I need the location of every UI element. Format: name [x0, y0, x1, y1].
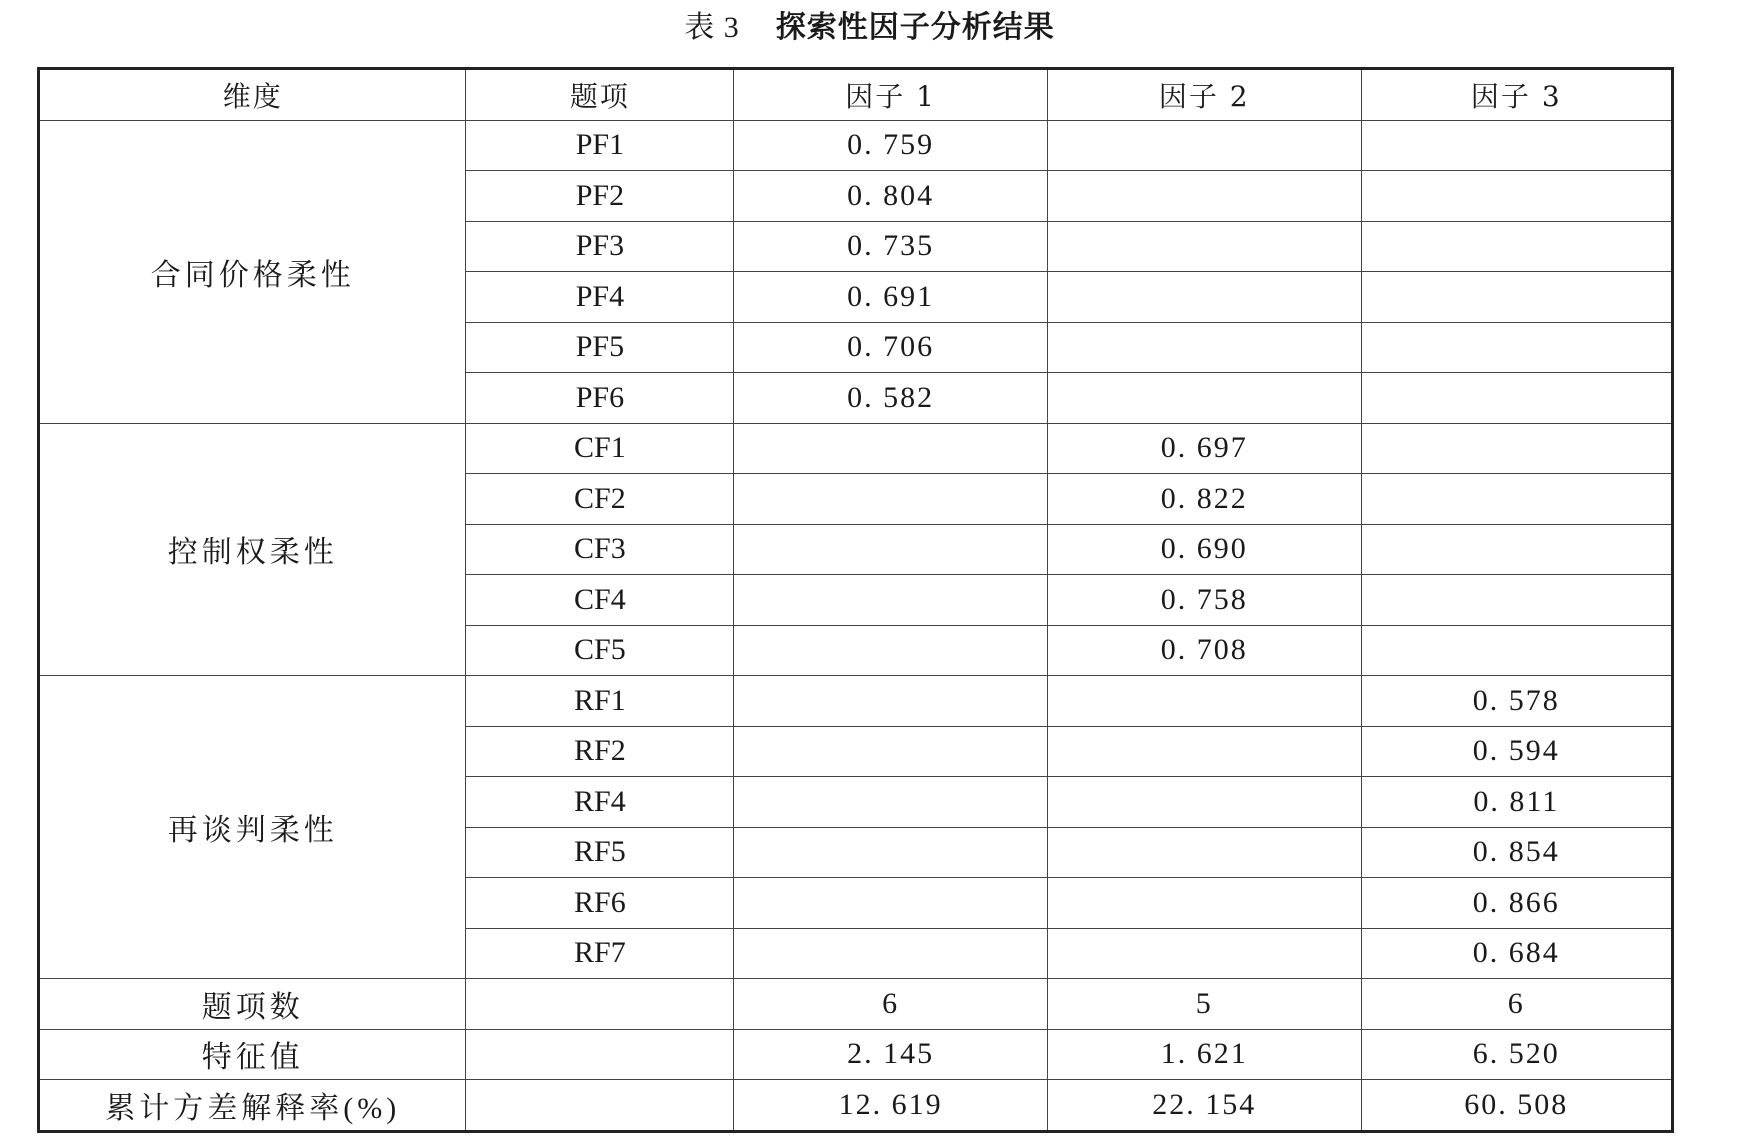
- summary-factor-2-cell: 5: [1047, 979, 1361, 1030]
- summary-empty-cell: [466, 1080, 734, 1132]
- factor-3-cell: [1361, 423, 1672, 474]
- table-row: [39, 423, 1673, 474]
- factor-1-cell: [734, 423, 1048, 474]
- factor-2-cell: [1047, 928, 1361, 979]
- dimension-cell: 再谈判柔性: [39, 676, 466, 979]
- item-cell: PF4: [466, 272, 734, 323]
- table-body: [39, 120, 1673, 1131]
- factor-2-cell: [1047, 322, 1361, 373]
- item-cell: RF4: [466, 777, 734, 828]
- factor-3-cell: 0. 866: [1361, 878, 1672, 929]
- factor-2-cell: [1047, 827, 1361, 878]
- item-cell: CF1: [466, 423, 734, 474]
- factor-3-cell: [1361, 474, 1672, 525]
- factor-2-cell: [1047, 120, 1361, 171]
- factor-1-cell: [734, 878, 1048, 929]
- table-number: 表 3: [684, 11, 740, 44]
- item-cell: PF6: [466, 373, 734, 424]
- factor-1-cell: 0. 691: [734, 272, 1048, 323]
- summary-empty-cell: [466, 979, 734, 1030]
- factor-3-cell: [1361, 322, 1672, 373]
- header-factor-3: 因子 3: [1361, 69, 1672, 121]
- factor-1-cell: 0. 735: [734, 221, 1048, 272]
- summary-factor-3-cell: 6: [1361, 979, 1672, 1030]
- factor-1-cell: 0. 706: [734, 322, 1048, 373]
- summary-factor-2-cell: 1. 621: [1047, 1029, 1361, 1080]
- summary-empty-cell: [466, 1029, 734, 1080]
- factor-1-cell: [734, 676, 1048, 727]
- factor-3-cell: [1361, 171, 1672, 222]
- factor-2-cell: 0. 758: [1047, 575, 1361, 626]
- factor-3-cell: 0. 594: [1361, 726, 1672, 777]
- summary-row: [39, 1080, 1673, 1132]
- item-cell: CF4: [466, 575, 734, 626]
- factor-2-cell: [1047, 676, 1361, 727]
- summary-factor-3-cell: 6. 520: [1361, 1029, 1672, 1080]
- summary-factor-1-cell: 6: [734, 979, 1048, 1030]
- factor-3-cell: [1361, 221, 1672, 272]
- summary-factor-1-cell: 2. 145: [734, 1029, 1048, 1080]
- item-cell: CF5: [466, 625, 734, 676]
- summary-label: 题项数: [39, 979, 466, 1030]
- summary-factor-1-cell: 12. 619: [734, 1080, 1048, 1132]
- summary-factor-2-cell: 22. 154: [1047, 1080, 1361, 1132]
- factor-3-cell: [1361, 575, 1672, 626]
- factor-1-cell: 0. 582: [734, 373, 1048, 424]
- table-caption: [0, 6, 1739, 50]
- factor-2-cell: [1047, 726, 1361, 777]
- factor-1-cell: 0. 804: [734, 171, 1048, 222]
- factor-3-cell: [1361, 524, 1672, 575]
- summary-row: [39, 979, 1673, 1030]
- factor-3-cell: 0. 854: [1361, 827, 1672, 878]
- factor-2-cell: 0. 708: [1047, 625, 1361, 676]
- factor-2-cell: [1047, 878, 1361, 929]
- factor-1-cell: [734, 575, 1048, 626]
- summary-factor-3-cell: 60. 508: [1361, 1080, 1672, 1132]
- summary-label: 特征值: [39, 1029, 466, 1080]
- dimension-cell: 控制权柔性: [39, 423, 466, 676]
- factor-1-cell: [734, 474, 1048, 525]
- factor-3-cell: 0. 811: [1361, 777, 1672, 828]
- item-cell: RF2: [466, 726, 734, 777]
- factor-1-cell: [734, 625, 1048, 676]
- summary-label: 累计方差解释率(%): [39, 1080, 466, 1132]
- factor-3-cell: [1361, 625, 1672, 676]
- factor-2-cell: [1047, 171, 1361, 222]
- factor-3-cell: [1361, 373, 1672, 424]
- factor-2-cell: [1047, 373, 1361, 424]
- factor-2-cell: 0. 822: [1047, 474, 1361, 525]
- header-item: 题项: [466, 69, 734, 121]
- factor-1-cell: [734, 524, 1048, 575]
- item-cell: RF6: [466, 878, 734, 929]
- table-row: [39, 120, 1673, 171]
- factor-1-cell: [734, 726, 1048, 777]
- dimension-cell: 合同价格柔性: [39, 120, 466, 423]
- header-row: [39, 69, 1673, 121]
- factor-1-cell: [734, 928, 1048, 979]
- factor-2-cell: [1047, 272, 1361, 323]
- factor-2-cell: 0. 690: [1047, 524, 1361, 575]
- item-cell: RF1: [466, 676, 734, 727]
- header-dimension: 维度: [39, 69, 466, 121]
- factor-1-cell: 0. 759: [734, 120, 1048, 171]
- factor-2-cell: 0. 697: [1047, 423, 1361, 474]
- header-factor-2: 因子 2: [1047, 69, 1361, 121]
- summary-row: [39, 1029, 1673, 1080]
- item-cell: PF3: [466, 221, 734, 272]
- table-title: 探索性因子分析结果: [775, 10, 1055, 45]
- item-cell: PF2: [466, 171, 734, 222]
- item-cell: RF7: [466, 928, 734, 979]
- item-cell: RF5: [466, 827, 734, 878]
- factor-3-cell: 0. 578: [1361, 676, 1672, 727]
- item-cell: PF1: [466, 120, 734, 171]
- factor-3-cell: [1361, 272, 1672, 323]
- factor-1-cell: [734, 827, 1048, 878]
- factor-3-cell: 0. 684: [1361, 928, 1672, 979]
- header-factor-1: 因子 1: [734, 69, 1048, 121]
- table-row: [39, 676, 1673, 727]
- item-cell: CF2: [466, 474, 734, 525]
- factor-2-cell: [1047, 777, 1361, 828]
- factor-analysis-table: [37, 67, 1674, 1133]
- factor-3-cell: [1361, 120, 1672, 171]
- factor-2-cell: [1047, 221, 1361, 272]
- item-cell: PF5: [466, 322, 734, 373]
- item-cell: CF3: [466, 524, 734, 575]
- factor-1-cell: [734, 777, 1048, 828]
